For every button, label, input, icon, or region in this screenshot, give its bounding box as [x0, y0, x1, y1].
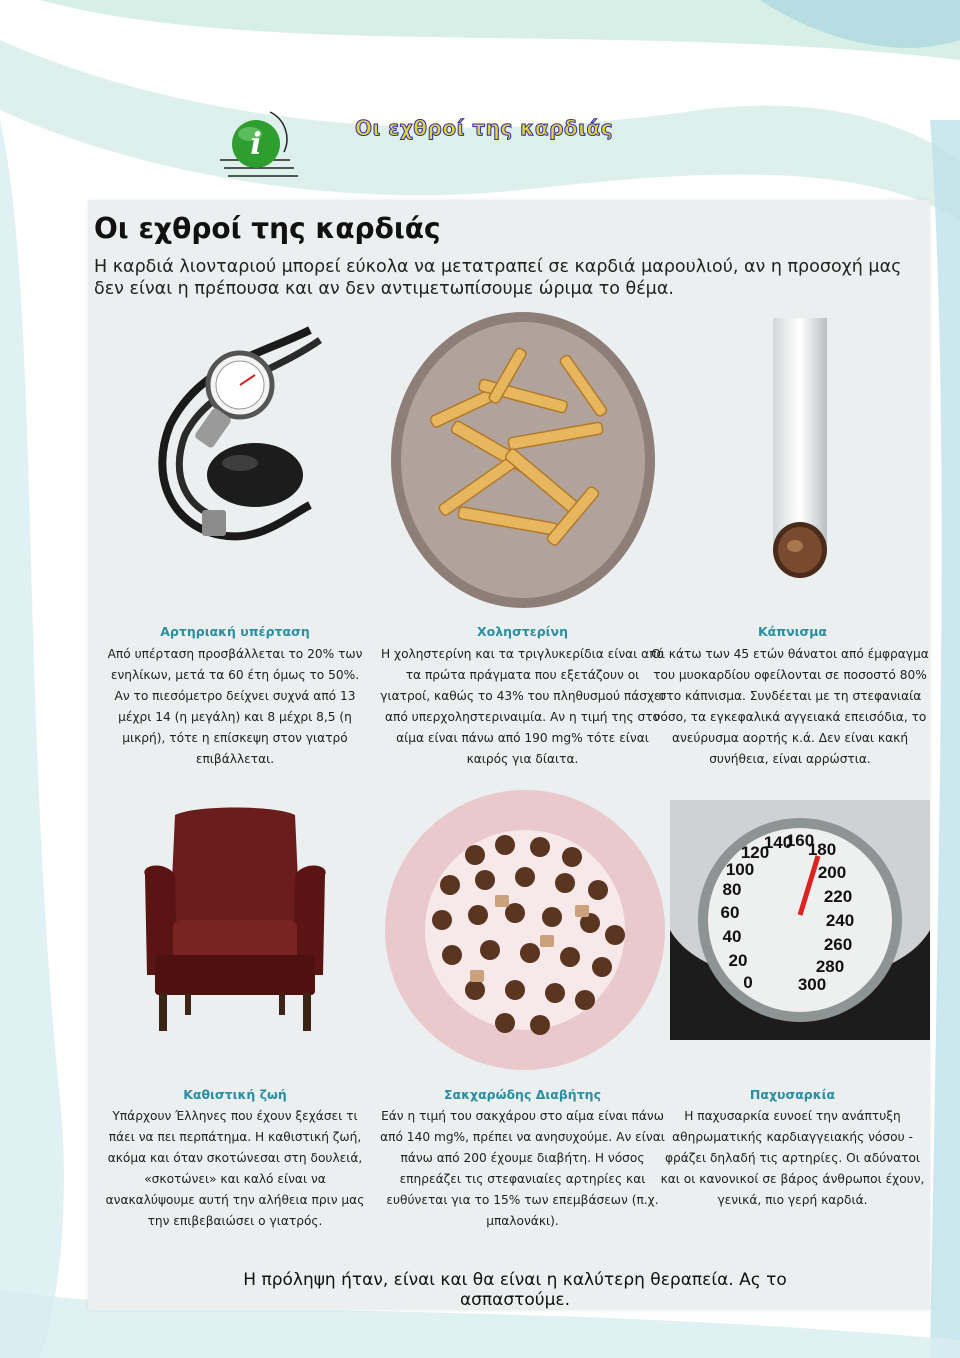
- scale-label-280: 280: [815, 957, 845, 976]
- scale-label-260: 260: [823, 935, 853, 954]
- article-title: Οι εχθροί της καρδιάς: [94, 212, 441, 245]
- page-header-title: Οι εχθροί της καρδιάς: [355, 116, 614, 140]
- scale-label-240: 240: [825, 911, 855, 930]
- scale-label-200: 200: [817, 863, 847, 882]
- scale-label-80: 80: [722, 880, 742, 899]
- section-text-sedentary: Υπάρχουν Έλληνες που έχουν ξεχάσει τι πάει να πει περπάτημα. Η καθιστική ζωή, ακόμα και όταν σκοτώνεσαι στη δουλειά, «σκοτώνει» και καλό είναι να ανακαλύψουμε αυτή την αλήθεια πριν μας την επιβεβαιώσει ο γιατρός.: [105, 1109, 365, 1228]
- scale-label-140: 140: [763, 833, 793, 852]
- scale-label-300: 300: [797, 975, 827, 994]
- armchair-icon: [135, 805, 335, 1035]
- section-title-obesity: Παχυσαρκία: [749, 1087, 836, 1102]
- section-text-diabetes: Εάν η τιμή του σακχάρου στο αίμα είναι πάνω από 140 mg%, πρέπει να ανησυχούμε. Αν είναι πάνω από 200 έχουμε διαβήτη. Η νόσος επηρεάζει τις στεφανιαίες αρτηρίες και ευθύνεται για το 15% των επεμβάσεων (π.χ. μπαλονάκι).: [380, 1109, 665, 1228]
- article-subtitle: Η καρδιά λιονταριού μπορεί εύκολα να μετατραπεί σε καρδιά μαρουλιού, αν η προσοχή μας δεν είναι η πρέπουσα και αν δεν αντιμετωπίσουμε ώριμα το θέμα.: [94, 257, 902, 299]
- section-text-obesity: Η παχυσαρκία ευνοεί την ανάπτυξη αθηρωματικής καρδιαγγειακής νόσου - φράζει δηλαδή τις αρτηρίες. Οι αδύνατοι και οι κανονικοί σε βάρος άνθρωποι έχουν, γενικά, πιο γερή καρδιά.: [660, 1109, 925, 1207]
- scale-label-160: 160: [785, 831, 815, 850]
- section-title-hypertension: Αρτηριακή υπέρταση: [160, 624, 310, 639]
- section-title-cholesterol: Χοληστερίνη: [477, 624, 568, 639]
- info-icon: [212, 108, 302, 188]
- section-title-smoking: Κάπνισμα: [757, 624, 828, 639]
- section-title-diabetes: Σακχαρώδης Διαβήτης: [444, 1087, 601, 1102]
- scale-label-40: 40: [722, 927, 742, 946]
- blood-pressure-cuff-icon: [110, 315, 360, 565]
- cigarette-icon: [755, 318, 845, 583]
- svg-text:i: i: [250, 127, 262, 162]
- scale-label-180: 180: [807, 840, 837, 859]
- bathroom-scale-icon: [670, 800, 930, 1040]
- scale-label-20: 20: [728, 951, 748, 970]
- section-text-cholesterol: Η χοληστερίνη και τα τριγλυκερίδια είναι από τα πρώτα πράγματα που εξετάζουν οι γιατροί, καθώς το 43% του πληθυσμού πάσχει από υπερχοληστεριναιμία. Αν η τιμή της στο αίμα είναι πάνω από 190 mg% τότε είναι καιρός για δίαιτα.: [380, 647, 665, 766]
- scale-label-100: 100: [725, 860, 755, 879]
- scale-label-220: 220: [823, 887, 853, 906]
- section-text-hypertension: Από υπέρταση προσβάλλεται το 20% των ενηλίκων, μετά τα 60 έτη όμως το 50%. Αν το πιεσόμετρο δείχνει συχνά από 13 μέχρι 14 (η μεγάλη) και 8 μέχρι 8,5 (η μικρή), τότε η επίσκεψη στον γιατρό επιβάλλεται.: [107, 647, 363, 766]
- section-text-smoking: Οι κάτω των 45 ετών θάνατοι από έμφραγμα του μυοκαρδίου οφείλονται σε ποσοστό 80% στο κάπνισμα. Συνδέεται με τη στεφανιαία νόσο, τα εγκεφαλικά αγγειακά επεισόδια, το ανεύρυσμα αορτής κ.ά. Δεν είναι κακή συνήθεια, είναι αρρώστια.: [651, 647, 929, 766]
- french-fries-plate-icon: [388, 310, 658, 610]
- footer-text: Η πρόληψη ήταν, είναι και θα είναι η καλύτερη θεραπεία. Ας το ασπαστούμε.: [243, 1270, 787, 1310]
- scale-label-60: 60: [720, 903, 740, 922]
- section-title-sedentary: Καθιστική ζωή: [183, 1087, 287, 1102]
- scale-label-0: 0: [743, 973, 753, 992]
- scale-label-120: 120: [740, 843, 770, 862]
- chocolates-plate-icon: [380, 785, 670, 1075]
